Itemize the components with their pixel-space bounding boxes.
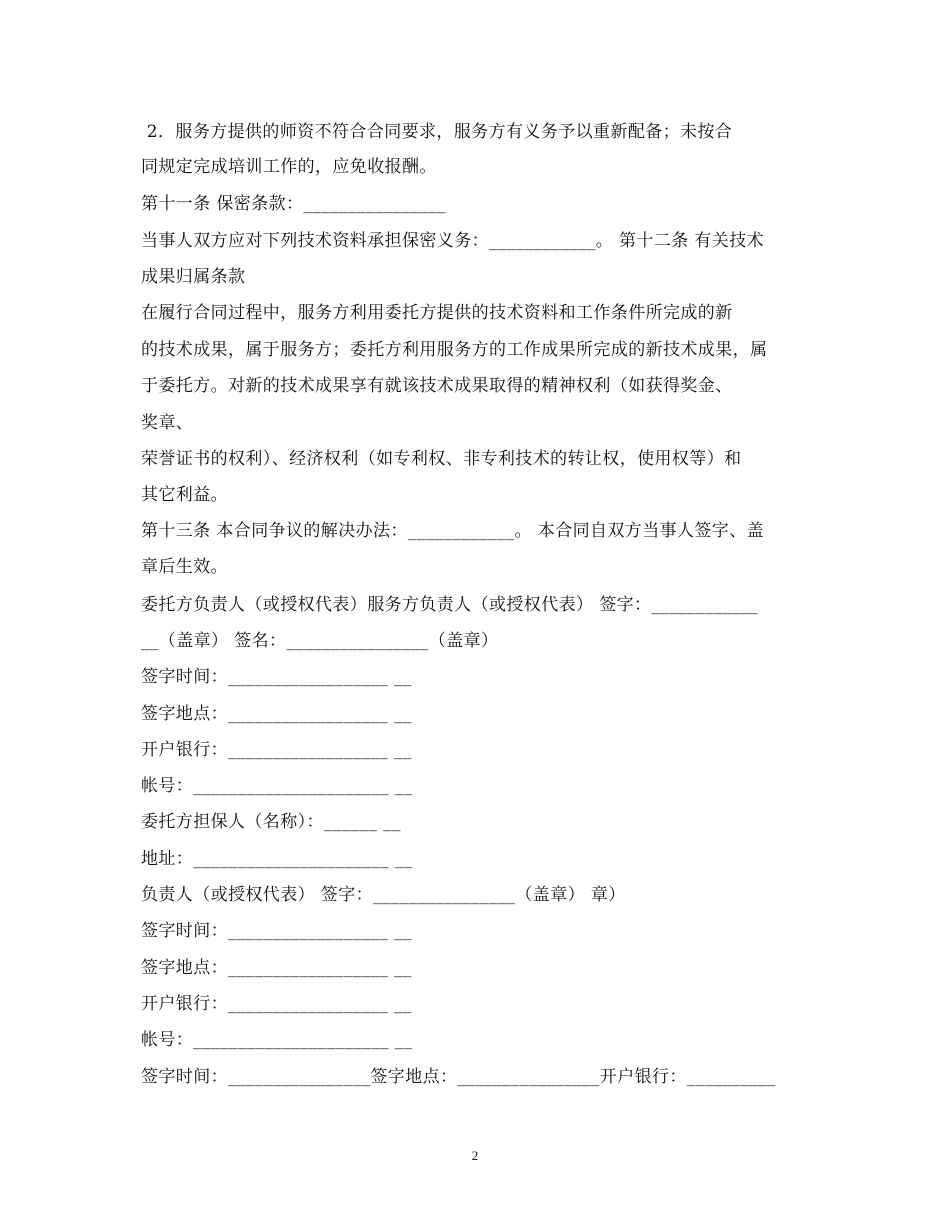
text-line: 其它利益。: [141, 485, 228, 505]
page-number: 2: [471, 1148, 479, 1163]
text-line: __（盖章） 签名：________________（盖章）: [141, 631, 499, 651]
text-line: 成果归属条款: [141, 267, 246, 287]
text-line: 章后生效。: [141, 557, 228, 577]
text-line: 第十一条 保密条款：________________: [141, 194, 446, 214]
text-line: 开户银行：__________________ __: [141, 740, 412, 760]
text-line: 当事人双方应对下列技术资料承担保密义务：____________。 第十二条 有关技术: [141, 231, 765, 251]
text-line: 帐号：______________________ __: [141, 1030, 413, 1050]
text-line: 签字时间：__________________ __: [141, 921, 412, 941]
text-line: 签字时间：________________签字地点：________________开户银行：__________: [141, 1067, 776, 1087]
text-line: 签字地点：__________________ __: [141, 704, 412, 724]
text-line: 地址：______________________ __: [141, 849, 413, 869]
text-line: 第十三条 本合同争议的解决办法：____________。 本合同自双方当事人签字、盖: [141, 521, 765, 541]
text-line: 委托方负责人（或授权代表）服务方负责人（或授权代表） 签字：____________: [141, 595, 759, 615]
text-line: 在履行合同过程中，服务方利用委托方提供的技术资料和工作条件所完成的新: [141, 303, 733, 323]
text-line: 于委托方。对新的技术成果享有就该技术成果取得的精神权利（如获得奖金、: [141, 376, 733, 396]
text-line: 荣誉证书的权利）、经济权利（如专利权、非专利技术的转让权，使用权等）和: [141, 449, 742, 469]
text-line: 签字时间：__________________ __: [141, 667, 412, 687]
text-line: 负责人（或授权代表） 签字：________________（盖章） 章）: [141, 885, 626, 905]
text-line: 2．服务方提供的师资不符合合同要求，服务方有义务予以重新配备；未按合: [141, 122, 733, 142]
text-line: 委托方担保人（名称）：______ __: [141, 812, 401, 832]
text-line: 开户银行：__________________ __: [141, 994, 412, 1014]
text-line: 奖章、: [141, 413, 194, 433]
text-line: 的技术成果，属于服务方；委托方利用服务方的工作成果所完成的新技术成果，属: [141, 340, 768, 360]
text-line: 帐号：______________________ __: [141, 776, 413, 796]
text-line: 签字地点：__________________ __: [141, 958, 412, 978]
text-line: 同规定完成培训工作的，应免收报酬。: [141, 157, 437, 177]
